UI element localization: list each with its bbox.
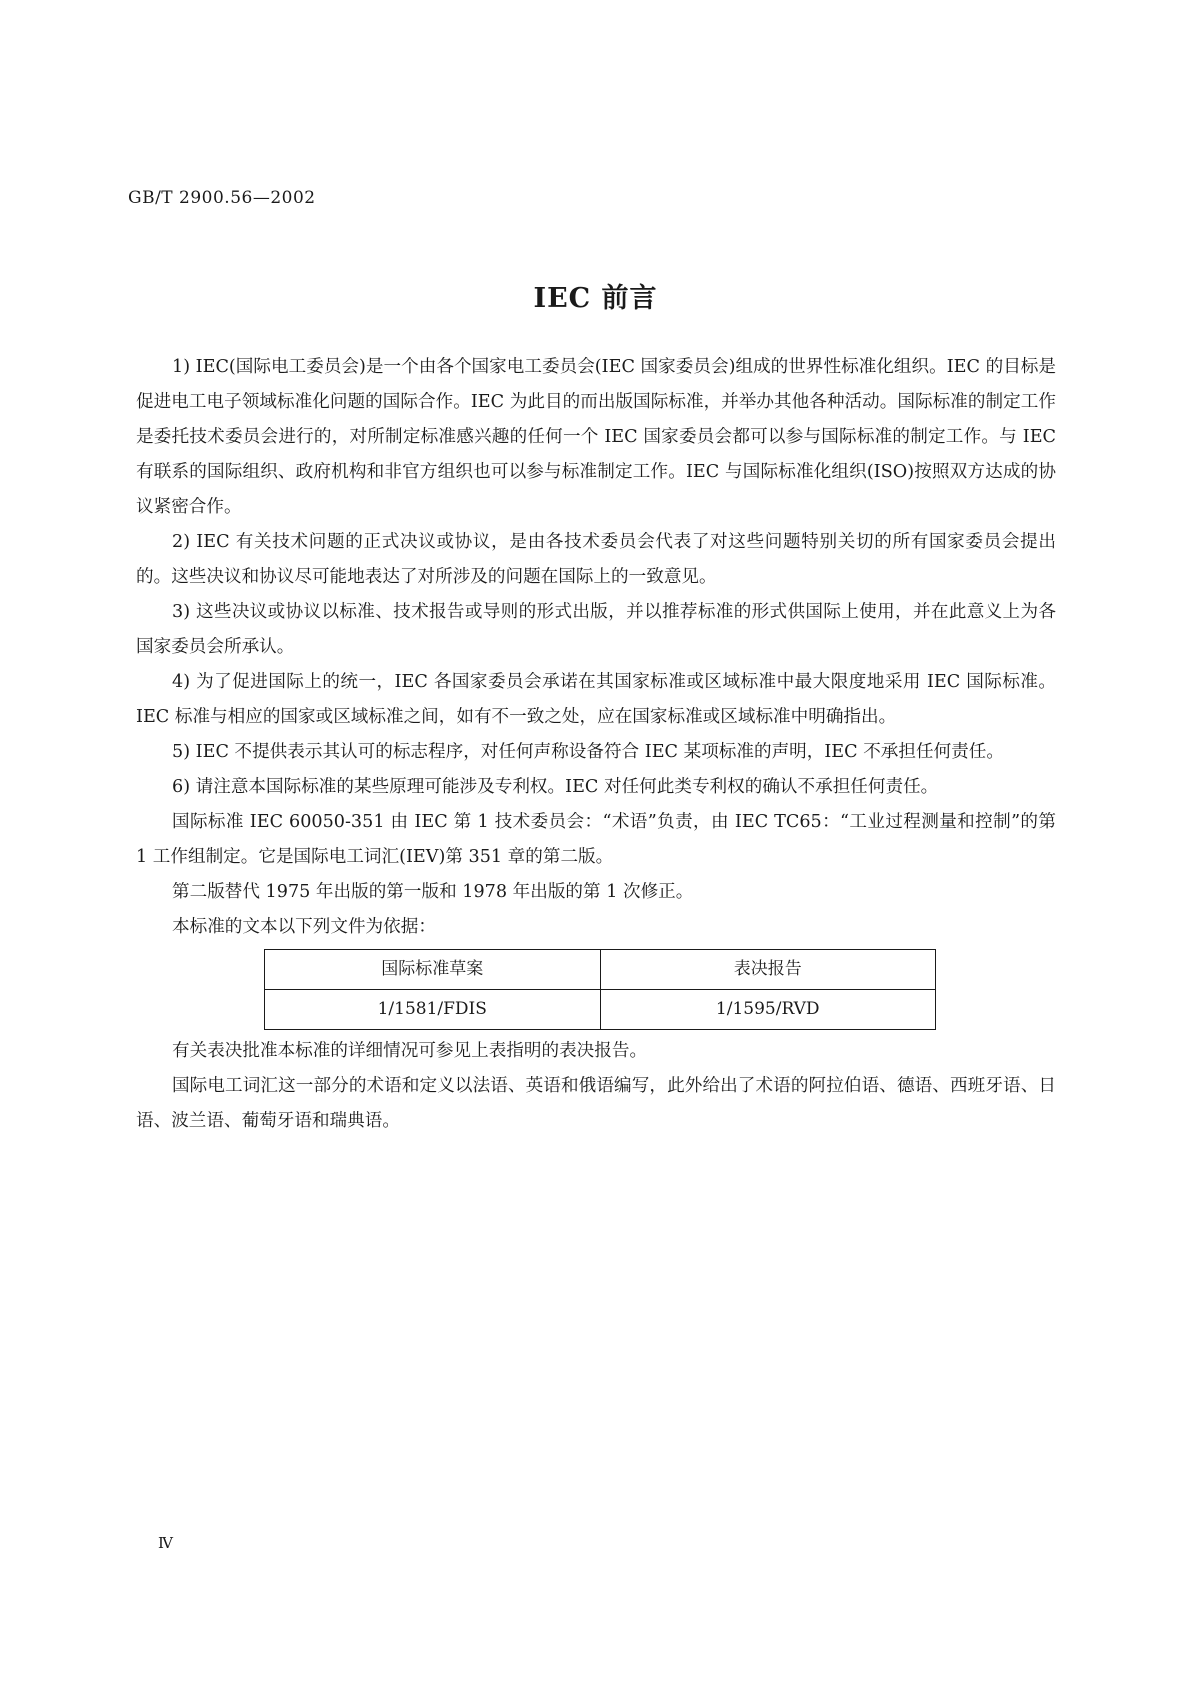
paragraph-6: 6) 请注意本国际标准的某些原理可能涉及专利权。IEC 对任何此类专利权的确认不承担任何责任。 — [172, 777, 939, 797]
paragraph-3: 3) 这些决议或协议以标准、技术报告或导则的形式出版，并以推荐标准的形式供国际上使用，并在此意义上为各国家委员会所承认。 — [136, 602, 1056, 657]
page-number: Ⅳ — [158, 1534, 173, 1552]
body-text — [136, 350, 1056, 1139]
paragraph-tc-info: 国际标准 IEC 60050-351 由 IEC 第 1 技术委员会：“术语”负责，由 IEC TC65：“工业过程测量和控制”的第 1 工作组制定。它是国际电工词汇(IEV)第 351 章的第二版。 — [136, 812, 1056, 867]
table-header-row — [265, 950, 936, 990]
table-row — [265, 990, 936, 1030]
paragraph-5: 5) IEC 不提供表示其认可的标志程序，对任何声称设备符合 IEC 某项标准的声明，IEC 不承担任何责任。 — [172, 742, 1004, 762]
table-header-rvd: 表决报告 — [600, 950, 936, 990]
table-cell-rvd: 1/1595/RVD — [600, 990, 936, 1030]
basis-table-wrapper — [264, 949, 936, 1030]
paragraph-languages: 国际电工词汇这一部分的术语和定义以法语、英语和俄语编写，此外给出了术语的阿拉伯语、德语、西班牙语、日语、波兰语、葡萄牙语和瑞典语。 — [136, 1076, 1056, 1131]
table-cell-fdis: 1/1581/FDIS — [265, 990, 601, 1030]
basis-table — [264, 949, 936, 1030]
paragraph-basis: 本标准的文本以下列文件为依据： — [172, 917, 436, 937]
paragraph-4: 4) 为了促进国际上的统一，IEC 各国家委员会承诺在其国家标准或区域标准中最大限度地采用 IEC 国际标准。IEC 标准与相应的国家或区域标准之间，如有不一致之处，应在国家标准或区域标准中明确指出。 — [136, 672, 1056, 727]
page-title: IEC 前言 — [533, 283, 658, 314]
paragraph-voting: 有关表决批准本标准的详细情况可参见上表指明的表决报告。 — [172, 1041, 648, 1061]
paragraph-1: 1) IEC(国际电工委员会)是一个由各个国家电工委员会(IEC 国家委员会)组成的世界性标准化组织。IEC 的目标是促进电工电子领域标准化问题的国际合作。IEC 为此目的而出版国际标准，并举办其他各种活动。国际标准的制定工作是委托技术委员会进行的，对所制定标准感兴趣的任何一个 IEC 国家委员会都可以参与国际标准的制定工作。与 IEC 有联系的国际组织、政府机构和非官方组织也可以参与标准制定工作。IEC 与国际标准化组织(ISO)按照双方达成的协议紧密合作。 — [136, 357, 1056, 517]
paragraph-edition: 第二版替代 1975 年出版的第一版和 1978 年出版的第 1 次修正。 — [172, 882, 694, 902]
paragraph-2: 2) IEC 有关技术问题的正式决议或协议，是由各技术委员会代表了对这些问题特别关切的所有国家委员会提出的。这些决议和协议尽可能地表达了对所涉及的问题在国际上的一致意见。 — [136, 532, 1056, 587]
table-header-fdis: 国际标准草案 — [265, 950, 601, 990]
standard-number: GB/T 2900.56—2002 — [128, 188, 316, 208]
